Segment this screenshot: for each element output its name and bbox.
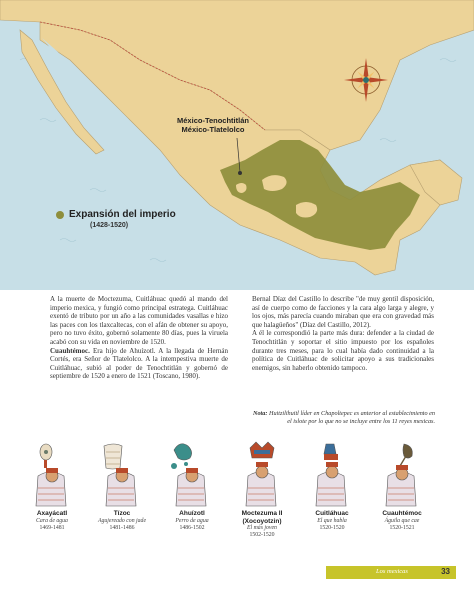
ruler-name: Moctezuma II [241, 510, 283, 517]
cuauhtemoc-heading: Cuauhtémoc. [50, 346, 90, 355]
ruler-name: Ahuízotl [179, 510, 205, 517]
ruler-cuauhtemoc [376, 440, 428, 532]
ruler-extra-name: (Xocoyotzin) [242, 517, 282, 525]
ruler-dates: 1486-1502 [179, 524, 205, 531]
cuauhtemoc-text: Era hijo de Ahuízotl. A la llegada de Hernán Cortés, era Señor de Tlatelolco. A la intempestiva muerte de Cuitláhuac, subió al poder de Tenochtitlán y gobernó de septiembre de 1520 a enero de 1521 (Toscano, 1980). [50, 346, 228, 381]
rulers-row [18, 440, 456, 570]
ruler-axayacatl [26, 440, 78, 532]
ruler-name: Cuitláhuac [315, 510, 349, 517]
ruler-dates: 1502-1520 [249, 532, 275, 538]
ruler-meaning: Agujereado con jade [97, 517, 147, 524]
ruler-meaning: Cara de agua [36, 517, 68, 524]
paragraph-defense: A él le correspondió la parte más dura: defender a la ciudad de Tenochtitlán y soportar el sitio impuesto por los españoles durante tres meses, para lo cual había dado continuidad a la política de Cuitláhuac de solicitar apoyo a sus tradicionales enemigos, sin haberlo obtenido tampoco. [252, 329, 434, 372]
ruler-ahuizotl [166, 440, 218, 532]
ruler-cuitlahuac [306, 440, 358, 532]
text-column-left [50, 295, 228, 381]
note-text: Huitzilihuitl líder en Chapoltepec es anterior al establecimiento en el islote por lo que no se incluye entre los 11 reyes mexicas. [267, 410, 435, 425]
ruler-meaning: Águila que cae [384, 517, 420, 524]
ruler-dates: 1520-1520 [319, 524, 345, 531]
ruler-meaning: El que habla [317, 517, 347, 524]
ruler-tizoc [96, 440, 148, 532]
ruler-glyph-icon [376, 440, 428, 510]
text-column-right [252, 295, 434, 372]
ruler-name: Cuauhtémoc [382, 510, 422, 517]
paragraph-cuitlahuac: A la muerte de Moctezuma, Cuitláhuac quedó al mando del imperio mexica, y fungió como principal estratega. Cuitláhuac exentó de tributo por un año a las comunidades vasallas e hizo las paces con los tlaxcaltecas, con el afán de obtener su apoyo, pero no tuvo éxito, gobernó solamente 80 días, pues la viruela acabó con su vida en noviembre de 1520. [50, 295, 228, 346]
city-label-tenochtitlan: México-Tenochtitlán [177, 116, 249, 125]
legend-years: (1428-1520) [90, 222, 129, 229]
ruler-meaning: Perro de agua [175, 517, 209, 524]
ruler-dates: 1520-1521 [389, 524, 415, 531]
page-number: 33 [441, 567, 450, 576]
map-of-mexico [0, 0, 474, 290]
ruler-name: Tízoc [113, 510, 131, 517]
legend-swatch [56, 211, 64, 219]
ruler-glyph-icon [236, 440, 288, 510]
ruler-glyph-icon [166, 440, 218, 510]
ruler-glyph-icon [26, 440, 78, 510]
ruler-name: Axayácatl [36, 510, 68, 517]
page-footer [326, 566, 456, 579]
ruler-glyph-icon [96, 440, 148, 510]
ruler-dates: 1469-1481 [39, 524, 65, 531]
ruler-meaning: El más joven [247, 525, 277, 531]
footnote [250, 410, 435, 425]
ruler-glyph-icon [306, 440, 358, 510]
paragraph-bernal-diaz: Bernal Díaz del Castillo lo describe "de muy gentil disposición, así de cuerpo como de facciones y la cara algo larga y alegre, y los ojos, más parecía cuando miraban que era con gravedad más que halagüeños" (Díaz del Castillo, 2012). [252, 295, 434, 329]
legend-title: Expansión del imperio [69, 209, 176, 220]
ruler-dates: 1481-1486 [109, 524, 135, 531]
city-label-tlatelolco: México-Tlatelolco [181, 125, 245, 134]
section-title: Los mexicas [376, 568, 408, 575]
city-label [163, 116, 263, 134]
paragraph-cuauhtemoc [50, 347, 228, 381]
note-label: Nota: [253, 410, 268, 417]
map-illustration [0, 0, 474, 290]
ruler-moctezuma-ii [236, 440, 288, 539]
